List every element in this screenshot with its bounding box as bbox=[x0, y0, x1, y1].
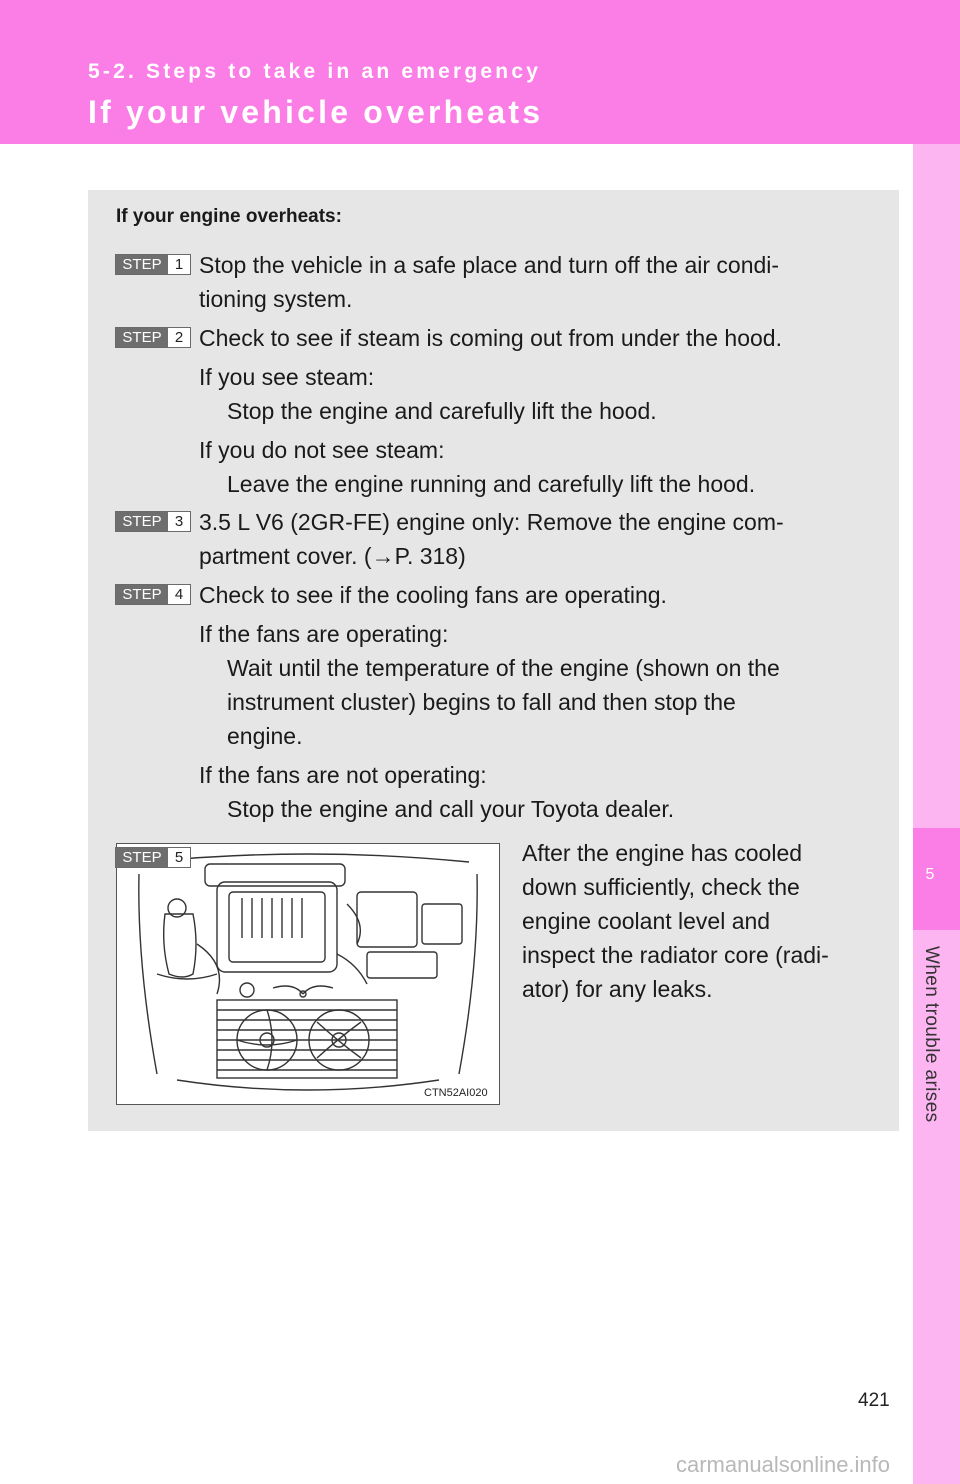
step-2-condition-1: If you see steam: bbox=[199, 364, 375, 390]
step-number: 3 bbox=[168, 512, 190, 531]
step-5-text-line-2: down sufficiently, check the bbox=[522, 874, 800, 900]
step-4-condition-1: If the fans are operating: bbox=[199, 621, 449, 647]
step-word: STEP bbox=[116, 512, 168, 531]
step-1-text-line-2: tioning system. bbox=[199, 286, 353, 312]
step-2-action-2: Leave the engine running and carefully lift the hood. bbox=[227, 471, 756, 497]
step-1-text-line-1: Stop the vehicle in a safe place and turn off the air condi- bbox=[199, 252, 780, 278]
step-word: STEP bbox=[116, 848, 168, 867]
step-2-badge bbox=[115, 327, 191, 348]
step-5-text-line-4: inspect the radiator core (radi- bbox=[522, 942, 829, 968]
step-word: STEP bbox=[116, 328, 168, 347]
step-4-action-2: Stop the engine and call your Toyota dealer. bbox=[227, 796, 675, 822]
engine-compartment-illustration bbox=[116, 843, 500, 1105]
step-number: 5 bbox=[168, 848, 190, 867]
step-4-action-1-line-3: engine. bbox=[227, 723, 303, 749]
step-4-badge bbox=[115, 584, 191, 605]
step-5-text-line-5: ator) for any leaks. bbox=[522, 976, 713, 1002]
step-2-text: Check to see if steam is coming out from under the hood. bbox=[199, 325, 782, 351]
step-number: 4 bbox=[168, 585, 190, 604]
chapter-tab-number: 5 bbox=[925, 866, 935, 883]
illustration-code: CTN52AI020 bbox=[424, 1087, 488, 1099]
step-1-badge bbox=[115, 254, 191, 275]
step-word: STEP bbox=[116, 255, 168, 274]
step-3-text-line-2[interactable]: partment cover. (→P. 318) bbox=[199, 543, 466, 569]
panel-heading: If your engine overheats: bbox=[116, 206, 342, 227]
step-5-text-line-1: After the engine has cooled bbox=[522, 840, 803, 866]
step-4-condition-2: If the fans are not operating: bbox=[199, 762, 487, 788]
step-word: STEP bbox=[116, 585, 168, 604]
step-4-action-1-line-1: Wait until the temperature of the engine (shown on the bbox=[227, 655, 780, 681]
step-5-badge bbox=[115, 847, 191, 868]
page-number: 421 bbox=[858, 1390, 890, 1411]
step-4-action-1-line-2: instrument cluster) begins to fall and then stop the bbox=[227, 689, 736, 715]
section-label: 5-2. Steps to take in an emergency bbox=[88, 60, 542, 83]
step-2-action-1: Stop the engine and carefully lift the hood. bbox=[227, 398, 657, 424]
step-5-text-line-3: engine coolant level and bbox=[522, 908, 771, 934]
watermark: carmanualsonline.info bbox=[676, 1452, 891, 1477]
step-4-text: Check to see if the cooling fans are operating. bbox=[199, 582, 667, 608]
step-number: 2 bbox=[168, 328, 190, 347]
page-title: If your vehicle overheats bbox=[88, 94, 544, 130]
step-2-condition-2: If you do not see steam: bbox=[199, 437, 445, 463]
chapter-side-strip bbox=[913, 144, 960, 1484]
engine-compartment-icon bbox=[117, 844, 499, 1104]
step-number: 1 bbox=[168, 255, 190, 274]
step-3-badge bbox=[115, 511, 191, 532]
chapter-title: When trouble arises bbox=[921, 946, 942, 1123]
step-3-text-line-1: 3.5 L V6 (2GR-FE) engine only: Remove the engine com- bbox=[199, 509, 784, 535]
